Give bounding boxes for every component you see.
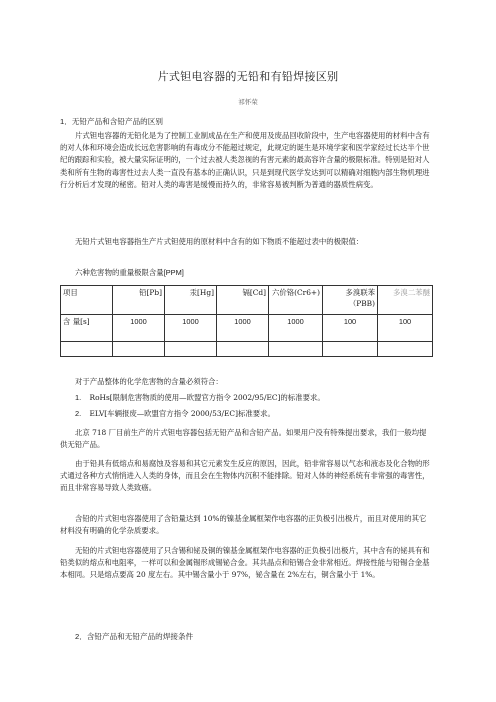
table-cell: 1000 xyxy=(113,315,165,342)
table-header-cell: 多溴联苯（PBB) xyxy=(323,286,378,315)
table-row xyxy=(61,315,433,342)
table-cell: 1000 xyxy=(165,315,217,342)
list-item xyxy=(60,408,447,420)
table-cell: 100 xyxy=(378,315,433,342)
section-2-heading: 2．含铅产品和无铅产品的焊接条件 xyxy=(75,632,194,641)
paragraph-3: 对于产品整体的化学危害物的含量必须符合： xyxy=(75,377,223,386)
table-row-label: 含 量[s] xyxy=(61,315,113,342)
table-header-cell: 铅[Pb] xyxy=(113,286,165,315)
table-header-cell: 汞[Hg] xyxy=(165,286,217,315)
table-caption: 六种危害物的重量极限含量[PPM] xyxy=(75,268,184,277)
paragraph-7: 无铅的片式钽电容器使用了只含锡和铋及铜的镍基金属框架作电容器的正负极引出极片，其中含有的铋具有和铅类似的熔点和电阻率，一样可以和金属锡形成锡铋合金。其共晶点和铅锡合金非常相近。焊接性能与铅锡合金基本相同。只是熔点要高 20 度左右。其中锡含量小于 97%，铋含量在 2%左右，铜含量小于 1%。 xyxy=(60,546,430,580)
author-name: 祁怀荣 xyxy=(238,98,258,106)
table-header-cell: 项目 xyxy=(61,286,113,315)
table-header-cell: 六价铬(Cr6+) xyxy=(269,286,323,315)
document-title: 片式钽电容器的无铅和有铅焊接区别 xyxy=(157,70,339,83)
table-header-row xyxy=(61,286,433,315)
list-number: 2. xyxy=(75,409,82,418)
hazard-limit-table xyxy=(60,285,433,357)
paragraph-6: 含铅的片式钽电容器使用了含铅量达到 10%的镍基金属框架作电容器的正负极引出极片，而且对使用的其它材料没有明确的化学杂质要求。 xyxy=(60,514,427,536)
paragraph-1: 片式钽电容器的无铅化是为了控制工业制成品在生产和使用及废品回收阶段中，生产电容器使用的材料中含有的对人体和环境会造成长远危害影响的有毒成分不能超过规定，此规定的诞生是环境学家和医学家经过长达半个世纪的跟踪和实验，被大量实际证明的，一个过去被人类忽视的有害元素的最高容许含量的极限标准。特别是铅对人类和所有生物的毒害性过去人类一直没有基本的正确认识，只是到现代医学发达到可以精确对细胞内部生物机理进行分析后才发现的秘密。铅对人类的毒害是缓慢而持久的，非常容易被判断为普通的器质性病变。 xyxy=(60,131,430,189)
list-text: RoHs[限制危害物质的使用—欧盟官方指令 2002/95/EC]的标准要求。 xyxy=(89,393,325,402)
paragraph-2: 无铅片式钽电容器指生产片式钽使用的原材料中含有的如下物质不能超过表中的极限值： xyxy=(75,237,364,246)
table-cell: 100 xyxy=(323,315,378,342)
list-item xyxy=(60,392,447,404)
table-empty-row xyxy=(61,342,433,357)
list-text: ELV[车辆报废—欧盟官方指令 2000/53/EC]标准要求。 xyxy=(89,409,275,418)
table-header-cell: 多溴二苯醚 xyxy=(378,286,433,315)
list-number: 1. xyxy=(75,393,82,402)
table-cell: 1000 xyxy=(269,315,323,342)
table-cell: 1000 xyxy=(217,315,269,342)
paragraph-4: 北京 718 厂目前生产的片式钽电容器包括无铅产品和含铅产品。如果用户没有特殊提出要求，我们一般均提供无铅产品。 xyxy=(60,428,427,450)
table-header-cell: 镉[Cd] xyxy=(217,286,269,315)
section-1-heading: 1．无铅产品和含铅产品的区别 xyxy=(60,117,163,126)
paragraph-5: 由于铅具有低熔点和易腐蚀及容易和其它元素发生反应的原因，因此，铅非常容易以气态和液态及化合物的形式通过各种方式悄悄进入人类的身体，而且会在生物体内沉积不能排除。铅对人体的神经系统有非常强的毒害性，而且非常容易导致人类致癌。 xyxy=(60,459,430,493)
